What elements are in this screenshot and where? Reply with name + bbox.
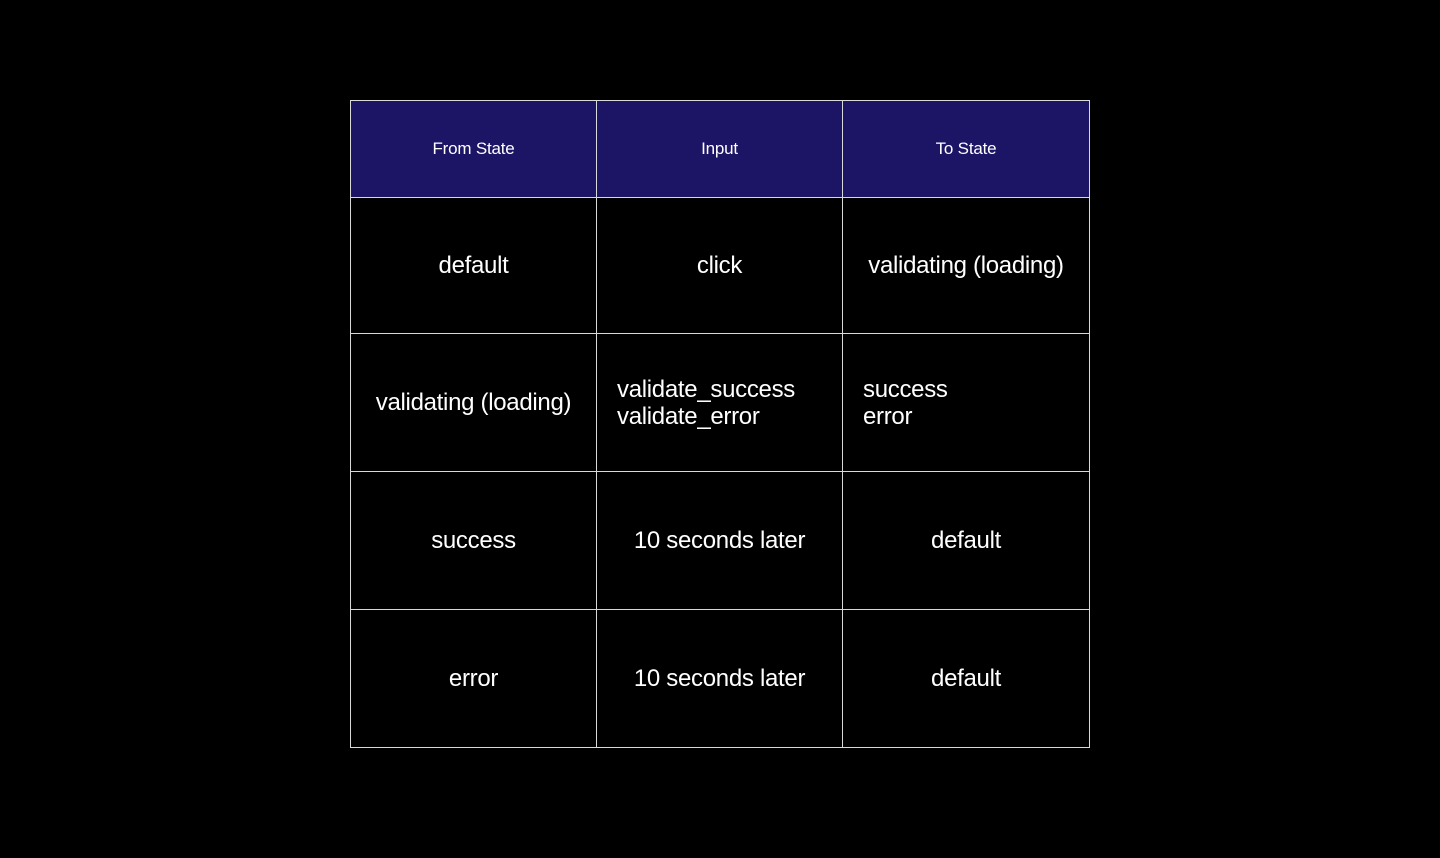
cell-to-state — [843, 610, 1090, 748]
cell-text: error — [863, 402, 913, 430]
table-row — [351, 610, 1090, 748]
cell-text: validating (loading) — [868, 252, 1064, 279]
header-from-state: From State — [351, 101, 597, 198]
cell-to-state — [843, 198, 1090, 334]
header-input: Input — [597, 101, 843, 198]
cell-text: 10 seconds later — [633, 665, 806, 692]
cell-input — [597, 610, 843, 748]
table-row — [351, 472, 1090, 610]
cell-from-state — [351, 334, 597, 472]
header-row — [351, 101, 1090, 198]
cell-text: default — [931, 665, 1001, 692]
cell-text: default — [931, 527, 1001, 554]
state-transition-table — [350, 100, 1090, 748]
cell-text: 10 seconds later — [633, 527, 806, 554]
cell-text: click — [696, 252, 743, 279]
table-body — [351, 198, 1090, 748]
cell-to-state — [843, 472, 1090, 610]
cell-text: default — [438, 252, 509, 279]
cell-from-state — [351, 610, 597, 748]
cell-text: success — [863, 375, 948, 403]
table-row — [351, 198, 1090, 334]
cell-text: validating (loading) — [375, 389, 572, 416]
cell-to-state — [843, 334, 1090, 472]
cell-from-state — [351, 472, 597, 610]
table-header — [351, 101, 1090, 198]
cell-text: success — [431, 527, 516, 554]
cell-from-state — [351, 198, 597, 334]
header-to-state: To State — [843, 101, 1090, 198]
cell-text: error — [448, 665, 499, 692]
cell-input — [597, 472, 843, 610]
cell-input — [597, 334, 843, 472]
table-row — [351, 334, 1090, 472]
cell-text: validate_error — [617, 402, 760, 430]
cell-text: validate_success — [617, 375, 795, 403]
cell-input — [597, 198, 843, 334]
